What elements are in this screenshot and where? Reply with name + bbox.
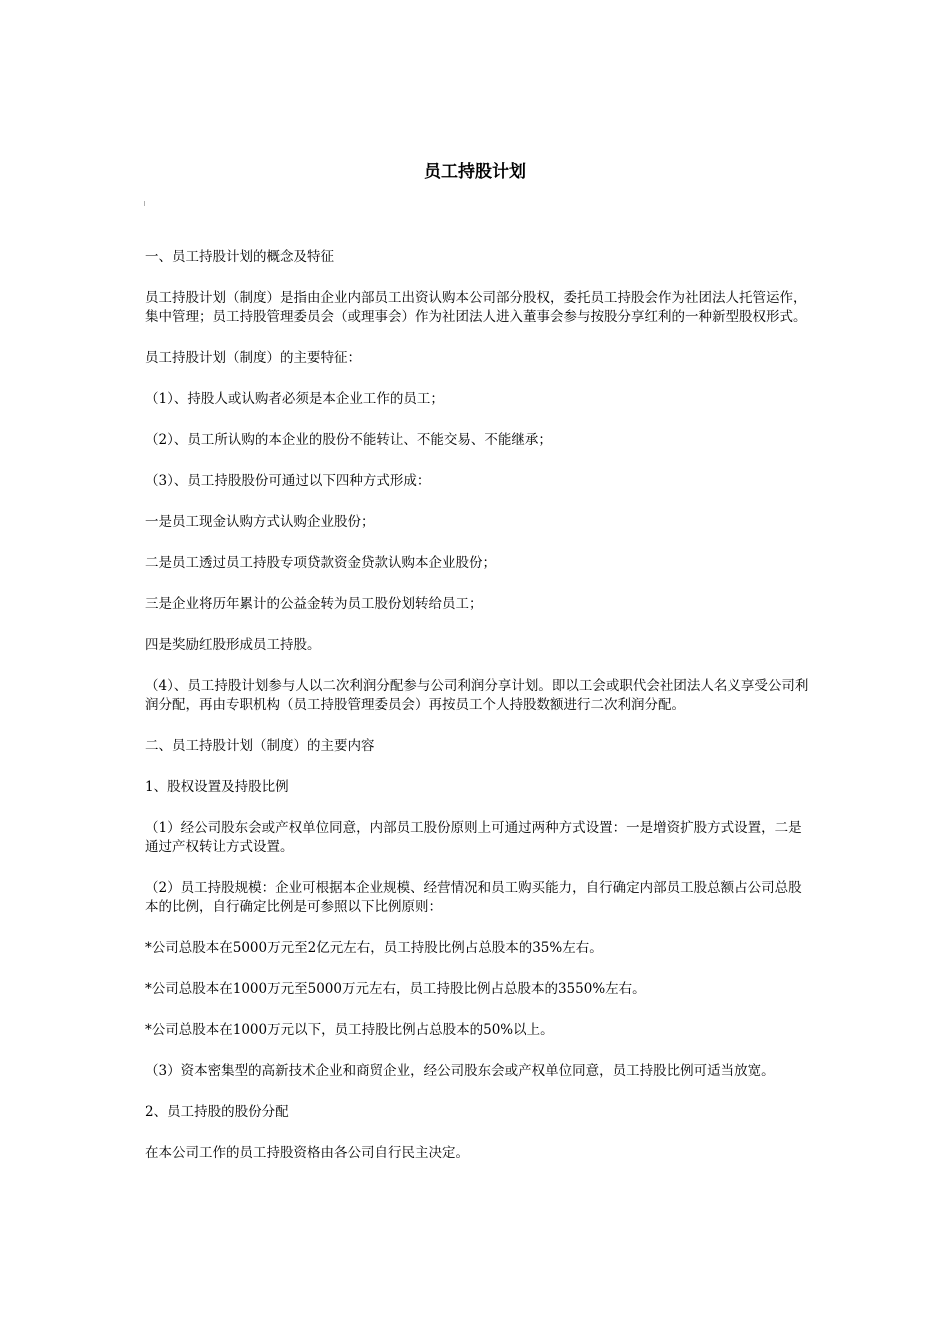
subsection-heading-2: 2、员工持股的股份分配 — [145, 1104, 289, 1120]
document-body — [145, 248, 810, 1185]
feature-item-3: （3）、员工持股股份可通过以下四种方式形成： — [145, 473, 431, 489]
method-item-2: 二是员工透过员工持股专项贷款资金贷款认购本企业股份； — [145, 555, 496, 571]
feature-item-2: （2）、员工所认购的本企业的股份不能转让、不能交易、不能继承； — [145, 432, 552, 448]
section-heading-1: 一、员工持股计划的概念及特征 — [145, 249, 334, 265]
method-item-1: 一是员工现金认购方式认购企业股份； — [145, 514, 375, 530]
method-item-4: 四是奖励红股形成员工持股。 — [145, 637, 321, 653]
ratio-item-2: *公司总股本在1000万元至5000万元左右，员工持股比例占总股本的3550%左右。 — [145, 981, 646, 997]
ratio-item-1: *公司总股本在5000万元至2亿元左右，员工持股比例占总股本的35%左右。 — [145, 940, 603, 956]
margin-mark — [144, 201, 145, 206]
document-title: 员工持股计划 — [424, 162, 526, 182]
definition-paragraph: 员工持股计划（制度）是指由企业内部员工出资认购本公司部分股权，委托员工持股会作为社团法人托管运作，集中管理；员工持股管理委员会（或理事会）作为社团法人进入董事会参与按股分享红利的一种新型股权形式。 — [145, 290, 807, 325]
features-intro: 员工持股计划（制度）的主要特征： — [145, 350, 361, 366]
ratio-item-3: *公司总股本在1000万元以下，员工持股比例占总股本的50%以上。 — [145, 1022, 554, 1038]
allocation-paragraph: 在本公司工作的员工持股资格由各公司自行民主决定。 — [145, 1145, 469, 1161]
section-heading-2: 二、员工持股计划（制度）的主要内容 — [145, 738, 375, 754]
content-item-3: （3）资本密集型的高新技术企业和商贸企业，经公司股东会或产权单位同意，员工持股比例可适当放宽。 — [145, 1063, 775, 1079]
method-item-3: 三是企业将历年累计的公益金转为员工股份划转给员工； — [145, 596, 483, 612]
feature-item-4: （4）、员工持股计划参与人以二次利润分配参与公司利润分享计划。即以工会或职代会社团法人名义享受公司利润分配，再由专职机构（员工持股管理委员会）再按员工个人持股数额进行二次利润分配。 — [145, 678, 809, 713]
content-item-1: （1）经公司股东会或产权单位同意，内部员工股份原则上可通过两种方式设置：一是增资扩股方式设置，二是通过产权转让方式设置。 — [145, 820, 802, 855]
subsection-heading-1: 1、股权设置及持股比例 — [145, 779, 289, 795]
content-item-2: （2）员工持股规模：企业可根据本企业规模、经营情况和员工购买能力，自行确定内部员工股总额占公司总股本的比例，自行确定比例是可参照以下比例原则： — [145, 880, 802, 915]
feature-item-1: （1）、持股人或认购者必须是本企业工作的员工； — [145, 391, 444, 407]
